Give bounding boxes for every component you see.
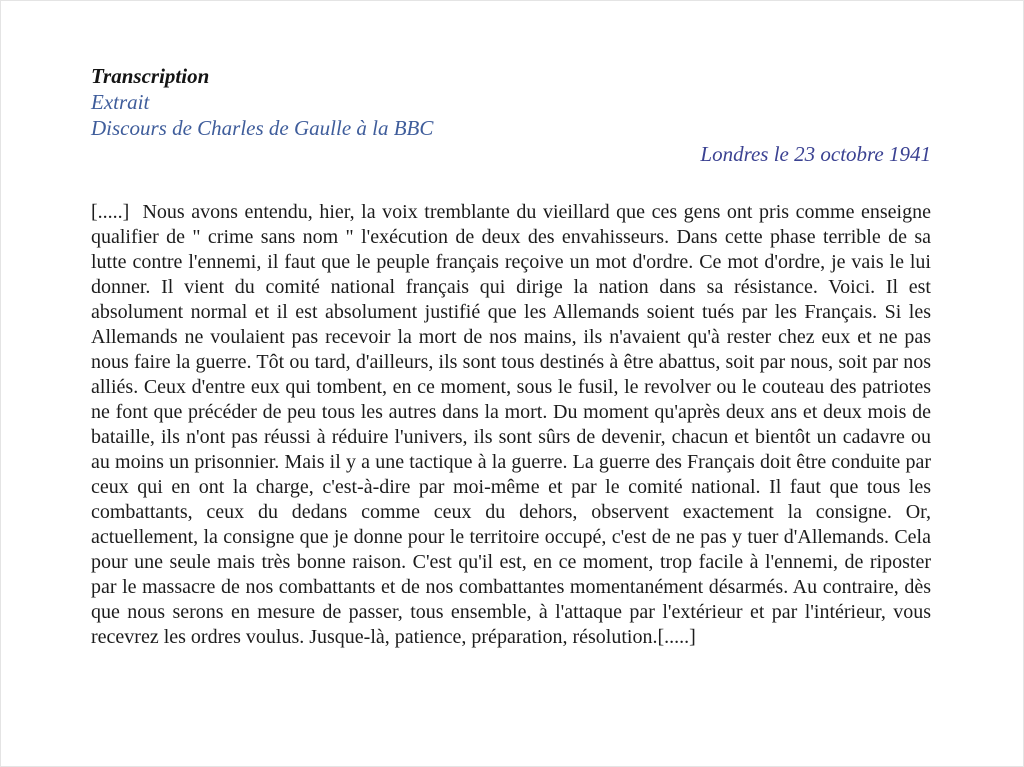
document-subtitle-discours: Discours de Charles de Gaulle à la BBC xyxy=(91,116,434,140)
document-subtitle-extrait: Extrait xyxy=(91,90,150,114)
speech-transcription-paragraph: [.....] Nous avons entendu, hier, la voix tremblante du vieillard que ces gens ont pris comme enseigne qualifier de " crime sans nom " l'exécution de deux des envahisseurs. Dans cette phase terrible de sa lutte contre l'ennemi, il faut que le peuple français reçoive un mot d'ordre. Ce mot d'ordre, je vais le lui donner. Il vient du comité national français qui dirige la nation dans sa résistance. Voici. Il est absolument normal et il est absolument justifié que les Allemands soient tués par les Français. Si les Allemands ne voulaient pas recevoir la mort de nos mains, ils n'avaient qu'à rester chez eux et ne pas nous faire la guerre. Tôt ou tard, d'ailleurs, ils sont tous destinés à être abattus, soit par nous, soit par nos alliés. Ceux d'entre eux qui tombent, en ce moment, sous le fusil, le revolver ou le couteau des patriotes ne font que précéder de peu tous les autres dans la mort. Du moment qu'après deux ans et deux mois de bataille, ils n'ont pas réussi à réduire l'univers, ils sont sûrs de devenir, chacun et bientôt un cadavre ou au moins un prisonnier. Mais il y a une tactique à la guerre. La guerre des Français doit être conduite par ceux qui en ont la charge, c'est-à-dire par moi-même et par le comité national. Il faut que tous les combattants, ceux du dedans comme ceux du dehors, observent exactement la consigne. Or, actuellement, la consigne que je donne pour le territoire occupé, c'est de ne pas y tuer d'Allemands. Cela pour une seule mais très bonne raison. C'est qu'il est, en ce moment, trop facile à l'ennemi, de riposter par le massacre de nos combattants et de nos combattantes momentanément désarmés. Au contraire, dès que nous serons en mesure de passer, tous ensemble, à l'attaque par l'extérieur et par l'intérieur, vous recevrez les ordres voulus. Jusque-là, patience, préparation, résolution.[.....] xyxy=(91,201,931,648)
document-title: Transcription xyxy=(91,64,210,88)
document-dateline: Londres le 23 octobre 1941 xyxy=(700,142,931,166)
document-page xyxy=(1,1,1023,766)
